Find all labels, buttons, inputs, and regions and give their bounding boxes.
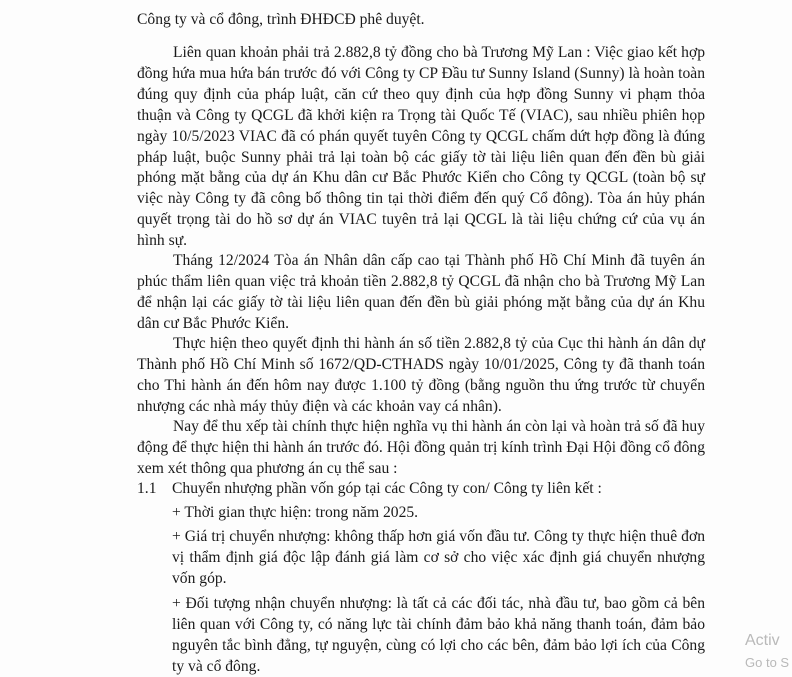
paragraph-financing-plan: Nay để thu xếp tài chính thực hiện nghĩa vụ thi hành án còn lại và hoàn trả số đã huy động để thực hiện thi hành án trước đó. Hội đồng quản trị kính trình Đại Hội đồng cổ đông xem xét thông qua phương án cụ thể sau : [137, 418, 705, 477]
paragraph-judgment-enforcement: Thực hiện theo quyết định thi hành án số tiền 2.882,8 tỷ của Cục thi hành án dân dự Thành phố Hồ Chí Minh số 1672/QD-CTHADS ngày 10/01/2025, Công ty đã thanh toán cho Thi hành án đến hôm nay được 1.100 tỷ đồng (bằng nguồn thu ứng trước từ chuyển nhượng các nhà máy thủy điện và các khoản vay cá nhân). [137, 335, 705, 415]
section-title: Chuyển nhượng phần vốn góp tại các Công ty con/ Công ty liên kết : [172, 480, 602, 497]
section-number: 1.1 [137, 480, 157, 497]
list-item-timeline: + Thời gian thực hiện: trong năm 2025. [172, 504, 419, 521]
list-item-transfer-value: + Giá trị chuyển nhượng: không thấp hơn giá vốn đầu tư. Công ty thực hiện thuê đơn vị thẩm định giá độc lập đánh giá làm cơ sở cho việc xác định giá chuyển nhượng vốn góp. [172, 528, 705, 587]
paragraph-sunny-island: Liên quan khoản phải trả 2.882,8 tỷ đồng cho bà Trương Mỹ Lan : Việc giao kết hợp đồng hứa mua hứa bán trước đó với Công ty CP Đầu tư Sunny Island (Sunny) là hoàn toàn đúng quy định của pháp luật, căn cứ theo quy định của hợp đồng Sunny vi phạm thỏa thuận và Công ty QCGL đã khởi kiện ra Trọng tài Quốc Tế (VIAC), sau nhiều phiên họp ngày 10/5/2023 VIAC đã có phán quyết tuyên Công ty QCGL chấm dứt hợp đồng là đúng pháp luật, buộc Sunny phải trả lại toàn bộ các giấy tờ tài liệu liên quan đến đền bù giải phóng mặt bằng của dự án Khu dân cư Bắc Phước Kiển cho Công ty QCGL (toàn bộ sự việc này Công ty đã công bố thông tin tại thời điểm đến quý Cổ đông). Tòa án hủy phán quyết trọng tài do hồ sơ dự án VIAC tuyên trả lại QCGL là tài liệu chứng cứ của vụ án hình sự. [137, 44, 705, 250]
paragraph-court-ruling: Tháng 12/2024 Tòa án Nhân dân cấp cao tại Thành phố Hồ Chí Minh đã tuyên án phúc thẩm liên quan việc trả khoản tiền 2.882,8 tỷ QCGL đã nhận cho bà Trương Mỹ Lan để nhận lại các giấy tờ tài liệu liên quan đến đền bù giải phóng mặt bằng của dự án Khu dân cư Bắc Phước Kiển. [137, 252, 705, 332]
paragraph-approval: Công ty và cổ đông, trình ĐHĐCĐ phê duyệt. [137, 11, 425, 28]
activation-watermark-subtitle: Go to S [745, 655, 790, 670]
section-heading [137, 479, 705, 500]
list-item-transferee: + Đối tượng nhận chuyển nhượng: là tất cả các đối tác, nhà đầu tư, bao gồm cả bên liên quan với Công ty, có năng lực tài chính đảm bảo khả năng thanh toán, đảm bảo nguyên tắc bình đẳng, tự nguyện, cùng có lợi cho các bên, đảm bảo lợi ích của Công ty và cổ đông. [172, 595, 705, 675]
activation-watermark-title: Activ [745, 632, 780, 649]
